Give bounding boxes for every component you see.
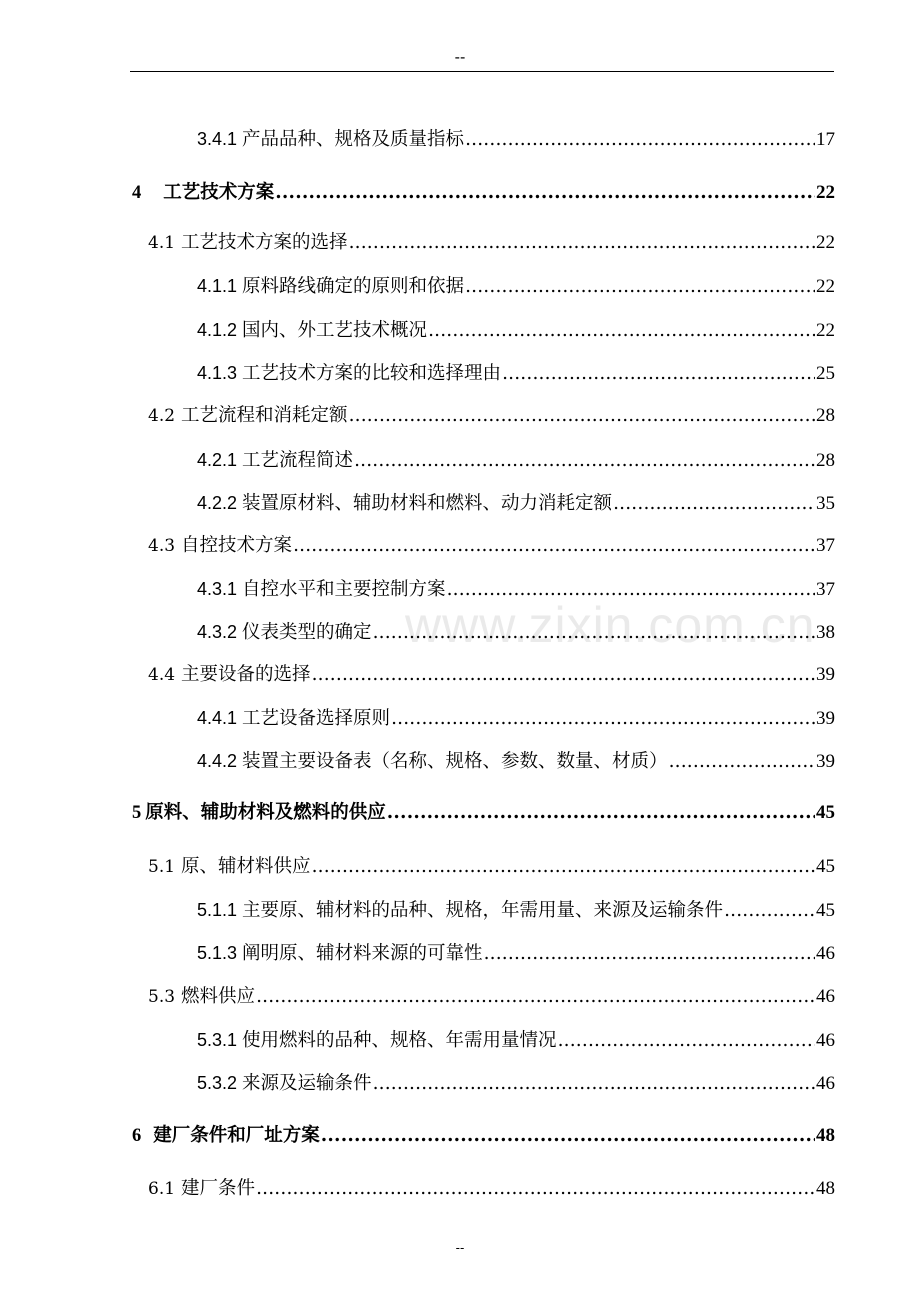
- toc-entry-title: 工艺技术方案: [163, 182, 275, 203]
- toc-entry[interactable]: [197, 273, 835, 299]
- dot-leader: [349, 230, 815, 256]
- toc-entry-title: 原料、辅助材料及燃料的供应: [145, 802, 386, 823]
- dot-leader: [373, 1071, 815, 1096]
- dot-leader: [312, 854, 815, 880]
- toc-entry-number: 4.2: [148, 406, 176, 426]
- toc-entry-number: 4.4.1: [197, 708, 238, 728]
- toc-entry-page: 22: [816, 276, 835, 297]
- toc-entry-title: 主要原、辅材料的品种、规格，年需用量、来源及运输条件: [242, 900, 724, 921]
- toc-entry-title: 装置原材料、辅助材料和燃料、动力消耗定额: [242, 493, 613, 514]
- toc-entry-page: 45: [816, 856, 835, 877]
- toc-entry-title: 使用燃料的品种、规格、年需用量情况: [242, 1030, 557, 1051]
- toc-entry-number: 5.3: [148, 987, 176, 1007]
- toc-entry-number: 6.1: [148, 1179, 176, 1199]
- toc-entry[interactable]: [197, 447, 835, 473]
- dot-leader: [465, 127, 815, 152]
- toc-entry-number: 3.4.1: [197, 129, 238, 149]
- dot-leader: [465, 274, 815, 299]
- toc-entry-title: 仪表类型的确定: [242, 622, 372, 643]
- toc-entry-page: 45: [816, 900, 835, 921]
- toc-entry-number: 4.3: [148, 536, 176, 556]
- toc-entry-page: 25: [816, 363, 835, 384]
- toc-entry[interactable]: [132, 180, 835, 206]
- toc-entry[interactable]: [197, 619, 835, 645]
- toc-entry[interactable]: [197, 317, 835, 343]
- dot-leader: [387, 800, 815, 826]
- toc-entry-page: 22: [816, 320, 835, 341]
- toc-entry[interactable]: [132, 1123, 835, 1149]
- toc-entry-number: 4.3.1: [197, 579, 238, 599]
- toc-entry-page: 46: [816, 1073, 835, 1094]
- toc-entry-title: 自控技术方案: [181, 535, 293, 556]
- toc-entry[interactable]: [148, 533, 835, 559]
- dot-leader: [321, 1123, 815, 1149]
- toc-entry-number: 5: [132, 803, 142, 823]
- toc-entry-number: 4.2.1: [197, 450, 238, 470]
- toc-entry[interactable]: [148, 984, 835, 1010]
- toc-entry[interactable]: [197, 1027, 835, 1053]
- page-footer-mark: --: [455, 1240, 465, 1255]
- toc-entry[interactable]: [197, 940, 835, 966]
- toc-entry-number: 5.1.1: [197, 900, 238, 920]
- toc-entry[interactable]: [197, 1070, 835, 1096]
- toc-entry-page: 37: [816, 579, 835, 600]
- toc-entry-page: 35: [816, 493, 835, 514]
- toc-entry-page: 39: [816, 664, 835, 685]
- toc-entry[interactable]: [197, 576, 835, 602]
- toc-entry-number: 4.4.2: [197, 751, 238, 771]
- toc-entry-page: 39: [816, 708, 835, 729]
- toc-entry-page: 46: [816, 1030, 835, 1051]
- toc-entry-title: 阐明原、辅材料来源的可靠性: [242, 943, 483, 964]
- dot-leader: [613, 491, 815, 516]
- toc-entry[interactable]: [148, 1176, 835, 1202]
- page-header-mark: --: [454, 49, 466, 66]
- dot-leader: [312, 662, 815, 688]
- toc-entry-title: 自控水平和主要控制方案: [242, 579, 446, 600]
- toc-entry-number: 5.3.1: [197, 1030, 238, 1050]
- toc-entry-page: 37: [816, 535, 835, 556]
- toc-entry-number: 4.2.2: [197, 493, 238, 513]
- toc-entry-title: 国内、外工艺技术概况: [242, 320, 428, 341]
- toc-entry-title: 原、辅材料供应: [181, 856, 311, 877]
- toc-entry-title: 产品品种、规格及质量指标: [242, 129, 465, 150]
- dot-leader: [484, 941, 815, 966]
- dot-leader: [275, 180, 815, 206]
- toc-entry[interactable]: [197, 897, 835, 923]
- toc-entry[interactable]: [197, 705, 835, 731]
- dot-leader: [293, 533, 815, 559]
- toc-entry-number: 5.1: [148, 857, 176, 877]
- toc-entry-page: 48: [816, 1178, 835, 1199]
- toc-entry-title: 工艺流程简述: [242, 450, 354, 471]
- toc-entry-title: 原料路线确定的原则和依据: [242, 276, 465, 297]
- toc-entry-page: 22: [816, 182, 835, 203]
- toc-entry-title: 工艺技术方案的比较和选择理由: [242, 363, 502, 384]
- toc-entry-number: 4: [132, 183, 142, 203]
- dot-leader: [349, 403, 815, 429]
- toc-entry[interactable]: [197, 126, 835, 152]
- dot-leader: [447, 577, 815, 602]
- toc-entry-page: 28: [816, 450, 835, 471]
- toc-entry[interactable]: [148, 854, 835, 880]
- toc-entry-page: 46: [816, 943, 835, 964]
- toc-entry-number: 4.1.2: [197, 320, 238, 340]
- toc-entry-title: 来源及运输条件: [242, 1073, 372, 1094]
- toc-entry-title: 主要设备的选择: [181, 664, 311, 685]
- toc-entry[interactable]: [148, 403, 835, 429]
- dot-leader: [724, 898, 815, 923]
- toc-entry-number: 6: [132, 1126, 142, 1146]
- toc-entry-number: 4.3.2: [197, 622, 238, 642]
- toc-entry[interactable]: [148, 662, 835, 688]
- toc-entry-number: 5.1.3: [197, 943, 238, 963]
- toc-entry-title: 装置主要设备表（名称、规格、参数、数量、材质）: [242, 751, 668, 772]
- toc-entry-page: 46: [816, 986, 835, 1007]
- toc-entry-title: 工艺流程和消耗定额: [181, 405, 348, 426]
- toc-entry-page: 17: [816, 129, 835, 150]
- toc-entry-title: 工艺设备选择原则: [242, 708, 391, 729]
- toc-entry-number: 4.1.1: [197, 276, 238, 296]
- toc-entry[interactable]: [197, 748, 835, 774]
- toc-entry-title: 工艺技术方案的选择: [181, 232, 348, 253]
- toc-entry-page: 38: [816, 622, 835, 643]
- toc-entry-page: 28: [816, 405, 835, 426]
- toc-entry-title: 建厂条件和厂址方案: [153, 1125, 320, 1146]
- watermark: www.zixin.com.cn: [405, 597, 816, 653]
- toc-entry-title: 建厂条件: [181, 1178, 256, 1199]
- toc-entry-page: 45: [816, 802, 835, 823]
- toc-entry-page: 48: [816, 1125, 835, 1146]
- dot-leader: [373, 620, 815, 645]
- toc-entry-number: 4.1.3: [197, 363, 238, 383]
- dot-leader: [391, 706, 815, 731]
- dot-leader: [256, 1176, 815, 1202]
- toc-entry-number: 5.3.2: [197, 1073, 238, 1093]
- toc-entry-page: 22: [816, 232, 835, 253]
- toc-entry-number: 4.4: [148, 665, 176, 685]
- dot-leader: [669, 749, 815, 774]
- dot-leader: [428, 318, 815, 343]
- dot-leader: [558, 1028, 815, 1053]
- toc-entry-number: 4.1: [148, 233, 176, 253]
- toc-entry-page: 39: [816, 751, 835, 772]
- toc-entry[interactable]: [197, 490, 835, 516]
- dot-leader: [502, 361, 815, 386]
- toc-entry-title: 燃料供应: [181, 986, 256, 1007]
- toc-entry[interactable]: [148, 230, 835, 256]
- dot-leader: [256, 984, 815, 1010]
- dot-leader: [354, 448, 815, 473]
- toc-entry[interactable]: [132, 800, 835, 826]
- toc-entry[interactable]: [197, 360, 835, 386]
